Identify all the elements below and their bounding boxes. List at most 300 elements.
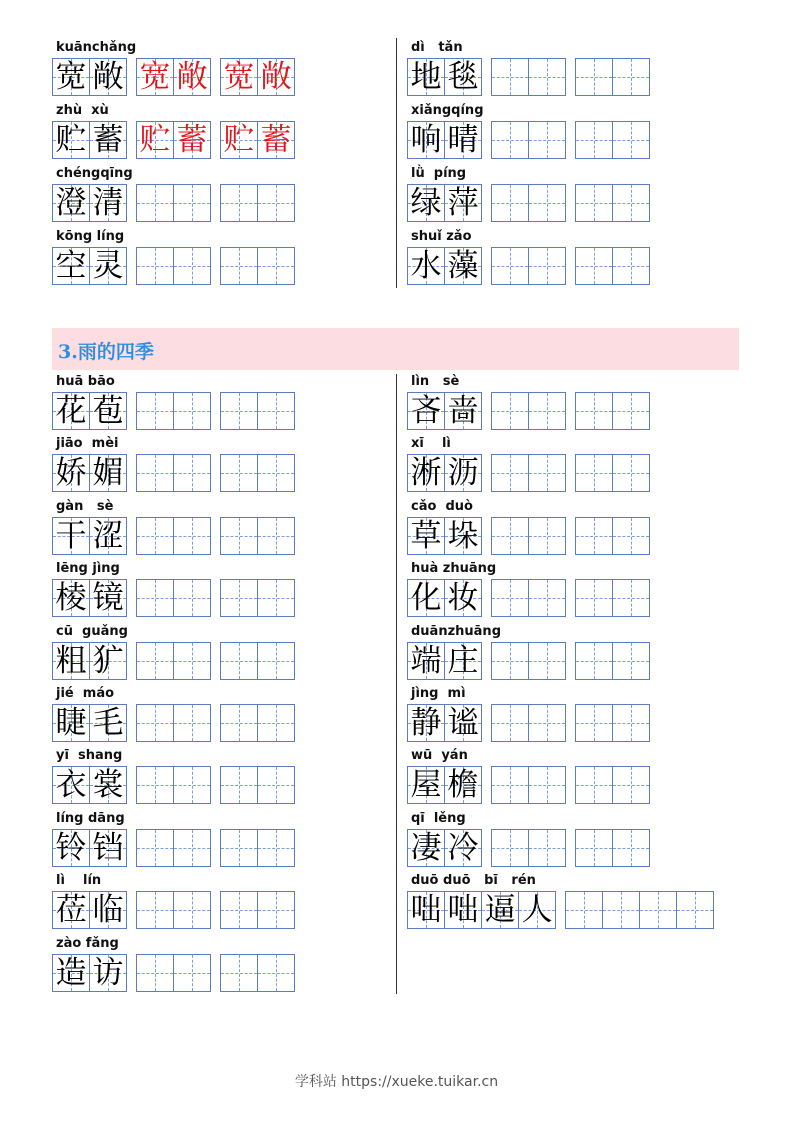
character-cell: 藻 xyxy=(444,247,482,285)
practice-grid[interactable] xyxy=(136,704,211,742)
practice-cell xyxy=(612,766,650,804)
column-divider-bottom xyxy=(396,374,397,994)
practice-cell xyxy=(575,454,613,492)
practice-grid[interactable] xyxy=(136,121,211,159)
vocab-entry xyxy=(52,499,392,559)
practice-grid[interactable] xyxy=(575,121,650,159)
practice-cell xyxy=(220,184,258,222)
pinyin-label: lēng jìng xyxy=(56,561,120,577)
practice-cell xyxy=(136,704,174,742)
character-cell: 冷 xyxy=(444,829,482,867)
practice-grid[interactable] xyxy=(575,517,650,555)
character-cell: 娇 xyxy=(52,454,90,492)
word-grid xyxy=(52,829,127,867)
character-cell: 睫 xyxy=(52,704,90,742)
practice-grid[interactable] xyxy=(575,766,650,804)
character-cell: 凄 xyxy=(407,829,445,867)
tianzige-row xyxy=(52,392,295,430)
character-cell: 屋 xyxy=(407,766,445,804)
tianzige-row xyxy=(407,766,650,804)
pinyin-label: gàn sè xyxy=(56,498,114,514)
character-cell: 棱 xyxy=(52,579,90,617)
vocab-entry xyxy=(52,103,392,163)
tianzige-row xyxy=(407,829,650,867)
practice-grid[interactable] xyxy=(220,392,295,430)
practice-grid[interactable] xyxy=(220,58,295,96)
practice-cell xyxy=(491,392,529,430)
practice-cell xyxy=(173,829,211,867)
practice-grid[interactable] xyxy=(575,184,650,222)
word-grid xyxy=(52,766,127,804)
pinyin-label: yī shang xyxy=(56,748,123,764)
character-cell: 檐 xyxy=(444,766,482,804)
character-cell: 贮 xyxy=(52,121,90,159)
practice-cell xyxy=(612,58,650,96)
character-cell: 宽 xyxy=(52,58,90,96)
vocab-entry xyxy=(52,873,392,933)
practice-cell xyxy=(528,184,566,222)
pinyin-label: lǜ píng xyxy=(411,166,467,181)
tianzige-row xyxy=(52,829,295,867)
practice-cell xyxy=(257,642,295,680)
practice-grid[interactable] xyxy=(491,121,566,159)
character-cell: 沥 xyxy=(444,454,482,492)
practice-cell xyxy=(136,829,174,867)
character-cell: 静 xyxy=(407,704,445,742)
character-cell: 访 xyxy=(89,954,127,992)
pinyin-label: zào fǎng xyxy=(56,935,119,951)
section-header xyxy=(52,328,739,370)
tianzige-row xyxy=(407,891,714,929)
word-grid xyxy=(52,184,127,222)
pinyin-label: zhù xù xyxy=(56,103,109,118)
word-grid xyxy=(407,642,482,680)
pinyin-label: jiāo mèi xyxy=(56,436,119,452)
practice-grid[interactable] xyxy=(491,829,566,867)
practice-grid[interactable] xyxy=(136,642,211,680)
practice-grid[interactable] xyxy=(136,517,211,555)
practice-cell xyxy=(528,766,566,804)
practice-cell xyxy=(173,184,211,222)
practice-cell xyxy=(575,121,613,159)
practice-grid[interactable] xyxy=(220,184,295,222)
practice-cell xyxy=(491,247,529,285)
vocab-entry xyxy=(52,40,392,100)
vocab-entry xyxy=(407,748,747,808)
vocab-entry xyxy=(52,936,392,996)
practice-cell xyxy=(612,704,650,742)
practice-cell xyxy=(602,891,640,929)
tianzige-row xyxy=(407,517,650,555)
practice-cell: 蓄 xyxy=(173,121,211,159)
practice-grid[interactable] xyxy=(575,704,650,742)
practice-cell xyxy=(491,579,529,617)
word-grid xyxy=(407,891,556,929)
practice-cell: 宽 xyxy=(220,58,258,96)
pinyin-label: jìng mì xyxy=(411,686,466,701)
practice-grid[interactable] xyxy=(575,392,650,430)
practice-grid[interactable] xyxy=(491,184,566,222)
character-cell: 逼 xyxy=(481,891,519,929)
tianzige-row xyxy=(407,184,650,222)
practice-grid[interactable] xyxy=(136,954,211,992)
practice-cell xyxy=(220,392,258,430)
vocab-entry xyxy=(52,374,392,434)
character-cell: 媚 xyxy=(89,454,127,492)
practice-cell xyxy=(575,766,613,804)
practice-cell xyxy=(575,642,613,680)
practice-cell xyxy=(612,579,650,617)
practice-grid[interactable] xyxy=(136,58,211,96)
practice-cell xyxy=(528,121,566,159)
character-cell: 临 xyxy=(89,891,127,929)
word-grid xyxy=(52,121,127,159)
practice-cell xyxy=(220,954,258,992)
character-cell: 涩 xyxy=(89,517,127,555)
practice-cell xyxy=(257,392,295,430)
practice-cell xyxy=(528,454,566,492)
pinyin-label: duō duō bī rén xyxy=(411,873,536,889)
practice-grid[interactable] xyxy=(136,392,211,430)
practice-grid[interactable] xyxy=(491,247,566,285)
practice-grid[interactable] xyxy=(136,247,211,285)
tianzige-row xyxy=(407,121,650,159)
character-cell: 啬 xyxy=(444,392,482,430)
character-cell: 端 xyxy=(407,642,445,680)
practice-cell xyxy=(575,184,613,222)
practice-grid[interactable] xyxy=(136,184,211,222)
character-cell: 垛 xyxy=(444,517,482,555)
practice-grid[interactable] xyxy=(575,247,650,285)
character-cell: 镜 xyxy=(89,579,127,617)
character-cell: 空 xyxy=(52,247,90,285)
practice-cell xyxy=(491,829,529,867)
pinyin-label: kōng líng xyxy=(56,229,125,244)
pinyin-label: duānzhuāng xyxy=(411,623,501,639)
vocab-entry xyxy=(407,40,747,100)
tianzige-row xyxy=(52,704,295,742)
practice-cell xyxy=(220,704,258,742)
practice-cell xyxy=(173,247,211,285)
vocab-entry xyxy=(52,166,392,226)
practice-grid[interactable] xyxy=(220,454,295,492)
practice-cell xyxy=(575,247,613,285)
tianzige-row xyxy=(407,579,650,617)
word-grid xyxy=(52,247,127,285)
practice-cell xyxy=(257,704,295,742)
practice-cell xyxy=(257,766,295,804)
practice-cell xyxy=(220,829,258,867)
practice-cell xyxy=(575,517,613,555)
practice-cell xyxy=(173,454,211,492)
pinyin-label: líng dāng xyxy=(56,810,125,826)
practice-cell xyxy=(173,954,211,992)
word-grid xyxy=(52,392,127,430)
vocab-entry xyxy=(407,229,747,289)
practice-grid[interactable] xyxy=(575,579,650,617)
vocab-entry xyxy=(407,624,747,684)
practice-cell xyxy=(676,891,714,929)
practice-cell xyxy=(220,642,258,680)
pinyin-label: qī lěng xyxy=(411,810,466,826)
vocab-entry xyxy=(52,686,392,746)
practice-grid[interactable] xyxy=(491,704,566,742)
practice-grid[interactable] xyxy=(220,247,295,285)
practice-grid[interactable] xyxy=(220,121,295,159)
practice-cell xyxy=(136,454,174,492)
practice-cell xyxy=(220,517,258,555)
practice-cell xyxy=(491,58,529,96)
character-cell: 裳 xyxy=(89,766,127,804)
pinyin-label: kuānchǎng xyxy=(56,40,137,55)
practice-grid[interactable] xyxy=(136,766,211,804)
practice-cell xyxy=(136,579,174,617)
practice-cell xyxy=(639,891,677,929)
practice-cell xyxy=(528,517,566,555)
character-cell: 吝 xyxy=(407,392,445,430)
word-grid xyxy=(52,704,127,742)
practice-grid[interactable] xyxy=(220,766,295,804)
vocab-entry xyxy=(407,499,747,559)
character-cell: 人 xyxy=(518,891,556,929)
vocab-entry xyxy=(52,561,392,621)
practice-cell xyxy=(136,184,174,222)
practice-cell xyxy=(257,954,295,992)
practice-cell: 蓄 xyxy=(257,121,295,159)
practice-cell xyxy=(491,454,529,492)
practice-cell xyxy=(257,247,295,285)
practice-grid[interactable] xyxy=(136,891,211,929)
practice-cell xyxy=(220,247,258,285)
practice-cell xyxy=(173,517,211,555)
practice-cell xyxy=(612,184,650,222)
character-cell: 蓄 xyxy=(89,121,127,159)
practice-grid[interactable] xyxy=(491,642,566,680)
word-grid xyxy=(407,247,482,285)
vocab-entry xyxy=(52,624,392,684)
practice-grid[interactable] xyxy=(220,704,295,742)
word-grid xyxy=(52,891,127,929)
practice-cell xyxy=(528,392,566,430)
character-cell: 晴 xyxy=(444,121,482,159)
practice-grid[interactable] xyxy=(491,517,566,555)
practice-cell xyxy=(575,579,613,617)
vocab-entry xyxy=(52,811,392,871)
word-grid xyxy=(407,766,482,804)
practice-grid[interactable] xyxy=(220,642,295,680)
practice-cell xyxy=(612,829,650,867)
character-cell: 妆 xyxy=(444,579,482,617)
footer-source: 学科站 https://xueke.tuikar.cn xyxy=(294,1074,499,1090)
practice-cell: 宽 xyxy=(136,58,174,96)
practice-cell xyxy=(612,392,650,430)
practice-cell xyxy=(220,454,258,492)
practice-cell xyxy=(220,891,258,929)
practice-cell: 敞 xyxy=(257,58,295,96)
character-cell: 铛 xyxy=(89,829,127,867)
practice-cell xyxy=(136,642,174,680)
tianzige-row xyxy=(52,121,295,159)
tianzige-row xyxy=(52,454,295,492)
practice-cell xyxy=(528,247,566,285)
word-grid xyxy=(407,517,482,555)
practice-cell xyxy=(528,704,566,742)
tianzige-row xyxy=(52,184,295,222)
practice-cell xyxy=(612,517,650,555)
section-title: 3.雨的四季 xyxy=(58,341,154,363)
word-grid xyxy=(52,579,127,617)
practice-grid[interactable] xyxy=(220,517,295,555)
tianzige-row xyxy=(52,954,295,992)
practice-cell xyxy=(136,392,174,430)
character-cell: 花 xyxy=(52,392,90,430)
character-cell: 灵 xyxy=(89,247,127,285)
practice-cell xyxy=(257,184,295,222)
character-cell: 清 xyxy=(89,184,127,222)
practice-cell xyxy=(612,247,650,285)
practice-cell xyxy=(136,247,174,285)
practice-grid[interactable] xyxy=(136,454,211,492)
character-cell: 绿 xyxy=(407,184,445,222)
practice-cell xyxy=(257,579,295,617)
practice-cell xyxy=(136,954,174,992)
practice-grid[interactable] xyxy=(220,829,295,867)
practice-cell xyxy=(491,766,529,804)
practice-grid[interactable] xyxy=(491,579,566,617)
pinyin-label: lìn sè xyxy=(411,374,460,389)
word-grid xyxy=(407,58,482,96)
practice-grid[interactable] xyxy=(136,579,211,617)
pinyin-label: cū guǎng xyxy=(56,623,128,639)
vocab-entry xyxy=(52,748,392,808)
word-grid xyxy=(52,517,127,555)
character-cell: 毛 xyxy=(89,704,127,742)
word-grid xyxy=(407,579,482,617)
practice-cell xyxy=(491,642,529,680)
practice-cell xyxy=(575,829,613,867)
word-grid xyxy=(407,704,482,742)
character-cell: 衣 xyxy=(52,766,90,804)
character-cell: 地 xyxy=(407,58,445,96)
practice-cell xyxy=(528,579,566,617)
practice-cell xyxy=(491,184,529,222)
practice-cell xyxy=(257,891,295,929)
vocab-entry xyxy=(407,166,747,226)
practice-cell xyxy=(173,642,211,680)
character-cell: 干 xyxy=(52,517,90,555)
pinyin-label: shuǐ zǎo xyxy=(411,229,472,244)
practice-cell: 贮 xyxy=(220,121,258,159)
word-grid xyxy=(52,58,127,96)
character-cell: 莅 xyxy=(52,891,90,929)
practice-grid[interactable] xyxy=(491,58,566,96)
practice-grid[interactable] xyxy=(220,954,295,992)
character-cell: 谧 xyxy=(444,704,482,742)
practice-grid[interactable] xyxy=(575,829,650,867)
practice-grid[interactable] xyxy=(136,829,211,867)
character-cell: 铃 xyxy=(52,829,90,867)
practice-grid[interactable] xyxy=(491,766,566,804)
tianzige-row xyxy=(407,392,650,430)
pinyin-label: xiǎngqíng xyxy=(411,103,484,118)
practice-cell xyxy=(575,58,613,96)
character-cell: 淅 xyxy=(407,454,445,492)
practice-grid[interactable] xyxy=(491,454,566,492)
character-cell: 造 xyxy=(52,954,90,992)
practice-cell xyxy=(491,704,529,742)
pinyin-label: lì lín xyxy=(56,873,102,889)
character-cell: 苞 xyxy=(89,392,127,430)
practice-cell xyxy=(612,642,650,680)
practice-cell xyxy=(173,704,211,742)
tianzige-row xyxy=(52,58,295,96)
pinyin-label: cǎo duò xyxy=(411,498,473,514)
vocab-entry xyxy=(407,811,747,871)
pinyin-label: dì tǎn xyxy=(411,40,463,55)
vocab-entry xyxy=(407,873,747,933)
character-cell: 草 xyxy=(407,517,445,555)
practice-grid[interactable] xyxy=(491,392,566,430)
practice-cell xyxy=(220,766,258,804)
practice-cell xyxy=(257,517,295,555)
word-grid xyxy=(407,392,482,430)
pinyin-label: huà zhuāng xyxy=(411,561,497,577)
practice-grid[interactable] xyxy=(575,642,650,680)
character-cell: 犷 xyxy=(89,642,127,680)
practice-cell xyxy=(136,891,174,929)
vocab-entry xyxy=(52,229,392,289)
practice-cell xyxy=(136,517,174,555)
practice-cell xyxy=(528,58,566,96)
practice-cell xyxy=(575,392,613,430)
vocab-entry xyxy=(407,436,747,496)
practice-cell xyxy=(491,121,529,159)
word-grid xyxy=(52,954,127,992)
practice-cell: 贮 xyxy=(136,121,174,159)
character-cell: 敞 xyxy=(89,58,127,96)
vocab-entry xyxy=(407,686,747,746)
word-grid xyxy=(407,454,482,492)
practice-grid[interactable] xyxy=(565,891,714,929)
practice-cell xyxy=(220,579,258,617)
character-cell: 庄 xyxy=(444,642,482,680)
practice-grid[interactable] xyxy=(220,579,295,617)
tianzige-row xyxy=(52,642,295,680)
practice-cell xyxy=(612,454,650,492)
practice-grid[interactable] xyxy=(575,58,650,96)
pinyin-label: chéngqīng xyxy=(56,166,133,181)
practice-grid[interactable] xyxy=(220,891,295,929)
tianzige-row xyxy=(52,247,295,285)
pinyin-label: xī lì xyxy=(411,436,451,452)
practice-grid[interactable] xyxy=(575,454,650,492)
practice-cell xyxy=(528,642,566,680)
tianzige-row xyxy=(52,891,295,929)
tianzige-row xyxy=(407,58,650,96)
character-cell: 水 xyxy=(407,247,445,285)
practice-cell xyxy=(173,392,211,430)
practice-cell xyxy=(173,891,211,929)
character-cell: 澄 xyxy=(52,184,90,222)
practice-cell xyxy=(575,704,613,742)
practice-cell xyxy=(173,579,211,617)
practice-cell xyxy=(491,517,529,555)
word-grid xyxy=(407,184,482,222)
practice-cell xyxy=(528,829,566,867)
tianzige-row xyxy=(407,642,650,680)
character-cell: 化 xyxy=(407,579,445,617)
pinyin-label: wū yán xyxy=(411,748,468,764)
